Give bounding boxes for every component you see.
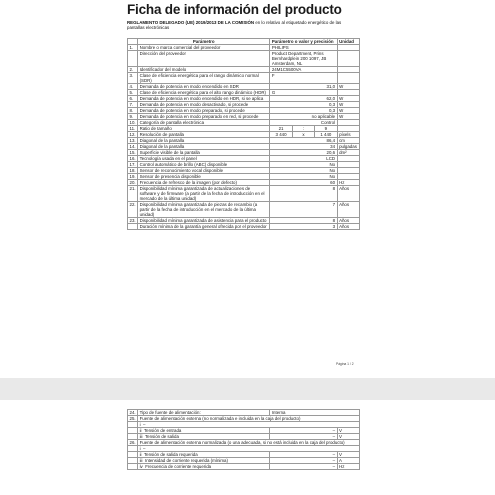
row-number: 6. — [128, 96, 138, 102]
row-number — [128, 224, 138, 230]
row-unit: W — [337, 96, 359, 102]
row-parameter: Frecuencia de corriente requerida — [145, 464, 212, 469]
row-number — [128, 51, 138, 67]
row-number: 1. — [128, 45, 138, 51]
row-parameter: Intensidad de corriente requerida (mínima) — [144, 458, 228, 463]
row-value: 3 — [270, 224, 337, 230]
row-unit: pulgadas — [337, 144, 359, 150]
value-part: 1 440 — [314, 132, 336, 137]
row-parameter: Identificador del modelo — [138, 67, 270, 73]
value-part: 3 440 — [275, 132, 287, 137]
table-row — [128, 114, 360, 120]
row-unit: V — [337, 434, 359, 440]
row-value: – — [270, 434, 337, 440]
row-value: No — [270, 162, 337, 168]
row-parameter: Demanda de potencia en modo preparado, si procede — [138, 108, 270, 114]
row-number: 3. — [128, 73, 138, 84]
row-parameter: Tipo de fuente de alimentación: — [138, 410, 270, 416]
row-parameter: Nombre o marca comercial del proveedor — [138, 45, 270, 51]
row-unit: píxels — [337, 132, 359, 138]
row-value: Interna — [270, 410, 360, 416]
row-number: 17. — [129, 162, 136, 167]
page-gap — [0, 378, 495, 400]
row-number: 18. — [129, 168, 136, 173]
row-unit: W — [337, 108, 359, 114]
row-parameter: Demanda de potencia en modo desactivado, si procede — [138, 102, 270, 108]
row-unit: cm — [337, 138, 359, 144]
row-subnumber: ii — [139, 452, 142, 457]
row-value: 0,3 — [270, 108, 337, 114]
table-row-26 — [128, 440, 360, 446]
value-separator: x — [292, 132, 314, 137]
row-value: PHILIPS — [270, 45, 337, 51]
row-subnumber: iii — [139, 458, 143, 463]
row-parameter: Clase de eficiencia energética para el alto rango dinámico (HDR) — [138, 90, 270, 96]
row-parameter: Disponibilidad mínima garantizada de asistencia para el producto — [138, 218, 270, 224]
row-unit: Hz — [337, 180, 359, 186]
regulation-reference — [127, 20, 359, 30]
row-value: 86,4 — [270, 138, 337, 144]
row-number: 24. — [129, 410, 136, 415]
row-value: No — [270, 174, 337, 180]
row-number: 25. — [129, 416, 136, 421]
row-value: – — [270, 428, 337, 434]
row-parameter: – — [143, 446, 146, 451]
row-parameter: Tensión de salida requerida — [143, 452, 198, 457]
table-row — [128, 202, 360, 218]
row-value — [270, 126, 337, 132]
row-unit: Hz — [337, 464, 359, 470]
row-parameter: Diagonal de la pantalla — [138, 138, 270, 144]
row-parameter: Ratio de tamaño — [138, 126, 270, 132]
row-number: 5. — [128, 90, 138, 96]
row-value — [270, 132, 337, 138]
row-value: F — [270, 73, 337, 84]
row-value: 0,3 — [270, 102, 337, 108]
table-row — [128, 51, 360, 67]
row-value: LCD — [270, 156, 337, 162]
page-2 — [121, 404, 366, 495]
product-info-table — [127, 38, 360, 230]
row-number: 15. — [129, 150, 136, 155]
table-row — [128, 73, 360, 84]
row-parameter: Fuente de alimentación externa normalizada (o una adecuada, si no está incluida en la caja del producto) — [138, 440, 360, 446]
row-value: 8 — [270, 218, 337, 224]
row-subnumber: iv — [139, 464, 143, 469]
row-unit: dm² — [337, 150, 359, 156]
row-value: 34 — [270, 144, 337, 150]
table-row-26-iv — [128, 464, 360, 470]
row-parameter: – — [143, 422, 146, 427]
row-number: 23. — [129, 218, 136, 223]
row-unit — [337, 51, 359, 67]
row-number: 19. — [129, 174, 136, 179]
row-parameter: Duración mínima de la garantía general ofrecida por el proveedor — [138, 224, 270, 230]
row-number: 22. — [128, 202, 138, 218]
page-1 — [121, 0, 366, 372]
row-value: No — [270, 168, 337, 174]
row-unit: V — [337, 428, 359, 434]
header-unit: Unidad — [337, 39, 359, 45]
row-value: 60 — [270, 180, 337, 186]
row-parameter: Fuente de alimentación externa (no normalizada e incluida en la caja del producto) — [138, 416, 360, 422]
row-value: 31,0 — [270, 84, 337, 90]
row-subnumber: i — [139, 422, 141, 427]
row-unit: Años — [337, 218, 359, 224]
row-parameter: Disponibilidad mínima garantizada de actualizaciones de software y de firmware (a partir de la fecha de introducción en el mercado de la última unidad) — [138, 186, 270, 202]
row-subnumber: i — [139, 446, 141, 451]
row-unit: W — [337, 114, 359, 120]
row-unit: W — [337, 84, 359, 90]
power-supply-table — [127, 409, 360, 470]
row-parameter: Frecuencia de refresco de la imagen (por defecto) — [138, 180, 270, 186]
row-parameter: Resolución de pantalla — [138, 132, 270, 138]
row-parameter: Control automático de brillo (ABC) disponible — [138, 162, 270, 168]
row-parameter: Sensor de reconocimiento vocal disponible — [138, 168, 270, 174]
row-number: 12. — [129, 132, 136, 137]
row-number: 21. — [128, 186, 138, 202]
row-value: 7 — [270, 202, 337, 218]
row-parameter: Sensor de presencia disponible — [138, 174, 270, 180]
header-value: Parámetro o valor y precisión — [270, 39, 337, 45]
row-unit: V — [337, 452, 359, 458]
row-subnumber: iii — [139, 434, 143, 439]
row-value: Control — [270, 120, 337, 126]
row-value: 20,6 — [270, 150, 337, 156]
table-row — [128, 224, 360, 230]
row-parameter: Tensión de salida — [144, 434, 179, 439]
row-value: – — [270, 452, 337, 458]
row-parameter: Dirección del proveedor — [138, 51, 270, 67]
row-unit: Años — [337, 224, 359, 230]
row-value: 8 — [270, 186, 337, 202]
row-number: 20. — [129, 180, 136, 185]
row-parameter: Disponibilidad mínima garantizada de piezas de recambio (a partir de la fecha de introducción en el mercado de la última unidad) — [138, 202, 270, 218]
row-value: no aplicable — [270, 114, 337, 120]
row-subnumber: ii — [139, 428, 142, 433]
value-part: 9 — [314, 126, 336, 131]
row-unit: Años — [337, 202, 359, 218]
row-parameter: Clase de eficiencia energética para el rango dinámico normal (SDR) — [138, 73, 270, 84]
page-title: Ficha de información del producto — [127, 2, 342, 17]
row-number: 8. — [128, 108, 138, 114]
row-parameter: Demanda de potencia en modo preparado en red, si procede — [138, 114, 270, 120]
row-parameter: Demanda de potencia en modo encendido en SDR — [138, 84, 270, 90]
regulation-name: REGLAMENTO DELEGADO (UE) 2019/2013 DE LA COMISIÓN — [127, 20, 255, 25]
row-parameter: Categoría de pantalla electrónica — [138, 120, 270, 126]
row-number: 7. — [128, 102, 138, 108]
row-number: 4. — [128, 84, 138, 90]
page-footer: Página 1 / 2 — [336, 362, 354, 366]
row-value: – — [270, 458, 337, 464]
row-parameter: Diagonal de la pantalla — [138, 144, 270, 150]
regulation-subject: en lo relativo al etiquetado energético de las pantallas electrónicas — [127, 20, 342, 31]
row-value: 24M1C5500VA — [270, 67, 337, 73]
row-number: 10. — [129, 120, 136, 125]
row-number: 11. — [128, 126, 138, 132]
value-part: 21 — [278, 126, 284, 131]
header-parameter: Parámetro — [138, 39, 270, 45]
table-row — [128, 186, 360, 202]
row-parameter: Superficie visible de la pantalla — [138, 150, 270, 156]
row-unit — [337, 73, 359, 84]
row-number: 14. — [129, 144, 136, 149]
row-unit: Años — [337, 186, 359, 202]
row-number: 2. — [128, 67, 138, 73]
row-parameter: Demanda de potencia en modo encendido en HDR, si se aplica — [138, 96, 270, 102]
row-unit: W — [337, 102, 359, 108]
row-value: G — [270, 90, 337, 96]
value-separator: : — [292, 126, 314, 131]
row-number: 9. — [128, 114, 138, 120]
row-value: Product Department, Prins Bernhardplein 200 1097, JB Amsterdam, NL — [270, 51, 337, 67]
row-value: 62,0 — [270, 96, 337, 102]
row-unit: A — [337, 458, 359, 464]
row-value: – — [270, 464, 337, 470]
row-parameter: Tensión de entrada — [143, 428, 182, 433]
row-number: 16. — [129, 156, 136, 161]
row-number: 26. — [129, 440, 136, 445]
row-parameter: Tecnología usada en el panel — [138, 156, 270, 162]
row-number: 13. — [129, 138, 136, 143]
